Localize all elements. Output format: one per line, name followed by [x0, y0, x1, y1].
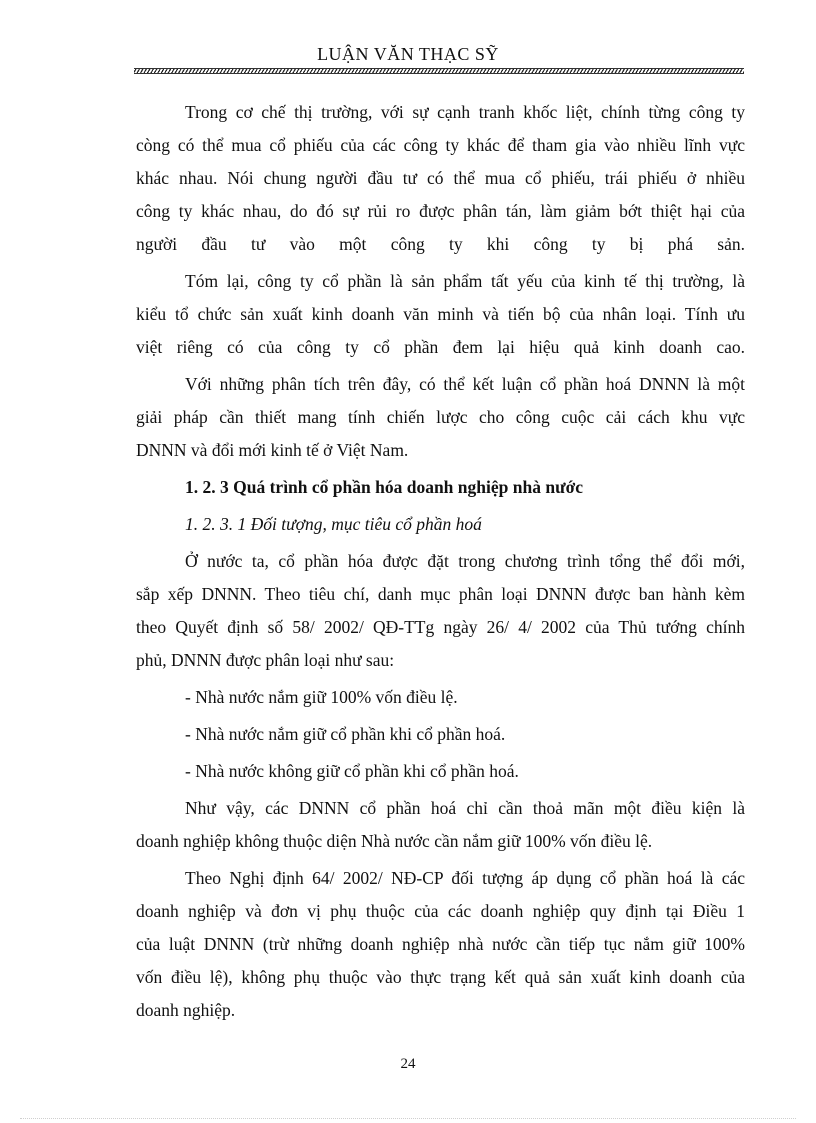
paragraph-conclusion	[136, 368, 745, 467]
text-line: người đầu tư vào một công ty khi công ty bị phá sản.	[136, 234, 745, 254]
list-item: - Nhà nước nắm giữ 100% vốn điều lệ.	[185, 687, 458, 707]
text-line: DNNN và đổi mới kinh tế ở Việt Nam.	[136, 440, 409, 460]
text-line: còng có thể mua cổ phiếu của các công ty khác để tham gia vào nhiều lĩnh vực	[136, 135, 745, 155]
paragraph-classification	[136, 545, 745, 677]
text-line: theo Quyết định số 58/ 2002/ QĐ-TTg ngày 26/ 4/ 2002 của Thủ tướng chính	[136, 617, 745, 637]
text-line: doanh nghiệp không thuộc diện Nhà nước cần nắm giữ 100% vốn điều lệ.	[136, 831, 653, 851]
text-line: của luật DNNN (trừ những doanh nghiệp nhà nước cần tiếp tục nắm giữ 100%	[136, 934, 745, 954]
text-line: Ở nước ta, cổ phần hóa được đặt trong chương trình tổng thể đổi mới,	[185, 551, 745, 571]
document-body	[136, 96, 745, 1027]
paragraph-market-mechanism	[136, 96, 745, 261]
text-line: vốn điều lệ), không phụ thuộc vào thực trạng kết quả sản xuất kinh doanh của	[136, 967, 745, 987]
classification-list	[136, 681, 745, 788]
text-line: sắp xếp DNNN. Theo tiêu chí, danh mục phân loại DNNN được ban hành kèm	[136, 584, 745, 604]
text-line: Với những phân tích trên đây, có thể kết luận cổ phần hoá DNNN là một	[185, 374, 745, 394]
list-item: - Nhà nước nắm giữ cổ phần khi cổ phần hoá.	[185, 724, 506, 744]
text-line: công ty khác nhau, do đó sự rủi ro được phân tán, làm giảm bớt thiệt hại của	[136, 201, 745, 221]
text-line: doanh nghiệp và đơn vị phụ thuộc của các doanh nghiệp quy định tại Điều 1	[136, 901, 745, 921]
text-line: khác nhau. Nói chung người đầu tư có thể mua cổ phiếu, trái phiếu ở nhiều	[136, 168, 745, 188]
paragraph-decree	[136, 862, 745, 1027]
paragraph-summary	[136, 265, 745, 364]
list-item: - Nhà nước không giữ cổ phần khi cổ phần hoá.	[185, 761, 519, 781]
text-line: kiểu tổ chức sản xuất kinh doanh văn minh và tiến bộ của nhân loại. Tính ưu	[136, 304, 745, 324]
text-line: Tóm lại, công ty cổ phần là sản phẩm tất yếu của kinh tế thị trường, là	[185, 271, 745, 291]
header-decorative-rule	[134, 68, 744, 74]
page-number: 24	[400, 1056, 416, 1072]
text-line: giải pháp cần thiết mang tính chiến lược cho công cuộc cải cách khu vực	[136, 407, 745, 427]
page-header-title: LUẬN VĂN THẠC SỸ	[317, 44, 499, 64]
paragraph-condition	[136, 792, 745, 858]
page-bottom-divider	[20, 1118, 796, 1119]
text-line: phủ, DNNN được phân loại như sau:	[136, 650, 395, 670]
section-heading: 1. 2. 3 Quá trình cổ phần hóa doanh nghiệp nhà nước	[185, 477, 584, 497]
text-line: Theo Nghị định 64/ 2002/ NĐ-CP đối tượng áp dụng cổ phần hoá là các	[185, 868, 745, 888]
text-line: Trong cơ chế thị trường, với sự cạnh tranh khốc liệt, chính từng công ty	[185, 102, 745, 122]
text-line: việt riêng có của công ty cổ phần đem lại hiệu quả kinh doanh cao.	[136, 337, 745, 357]
text-line: Như vậy, các DNNN cổ phần hoá chỉ cần thoả mãn một điều kiện là	[185, 798, 745, 818]
text-line: doanh nghiệp.	[136, 1000, 236, 1020]
section-subheading: 1. 2. 3. 1 Đối tượng, mục tiêu cổ phần hoá	[185, 514, 482, 534]
